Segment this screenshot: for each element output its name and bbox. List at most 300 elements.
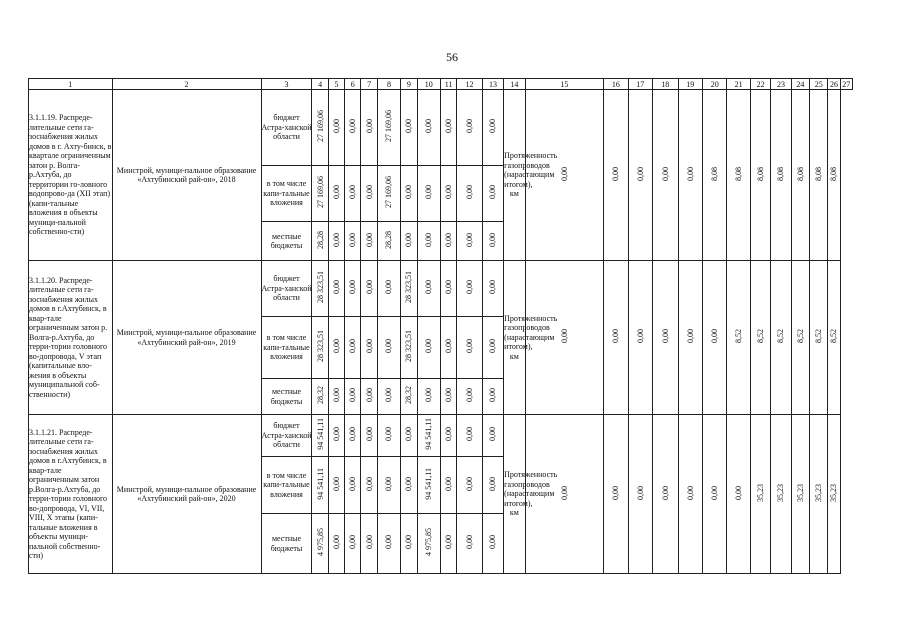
funding-value: 0,00 <box>348 427 358 442</box>
target-value: 8,52 <box>776 329 786 344</box>
indicator-cell: Протяженность газопроводов (нарастающим итогом), км <box>504 261 525 415</box>
column-number: 12 <box>457 79 482 90</box>
funding-value-cell <box>417 514 440 574</box>
funding-value: 0,00 <box>488 427 498 442</box>
funding-value: 0,00 <box>348 185 358 200</box>
funding-value: 0,00 <box>465 185 474 200</box>
funding-value-cell <box>361 90 377 166</box>
funding-value: 0,00 <box>364 232 374 247</box>
target-value-cell <box>810 261 828 415</box>
column-number: 8 <box>377 79 400 90</box>
funding-value: 94 541,11 <box>315 418 325 451</box>
indicator-cell: Протяженность газопроводов (нарастающим итогом), км <box>504 90 525 261</box>
funding-value: 0,00 <box>488 476 498 491</box>
funding-value-cell <box>345 457 361 514</box>
funding-value: 0,00 <box>424 232 434 247</box>
target-value-cell <box>828 261 840 415</box>
funding-value: 0,00 <box>364 280 374 295</box>
funding-value-cell <box>457 317 482 379</box>
target-value: 8,08 <box>710 166 720 181</box>
target-value: 8,08 <box>795 166 805 181</box>
funding-value-cell <box>401 222 417 261</box>
funding-value: 0,00 <box>331 185 341 200</box>
target-value-cell <box>810 415 828 574</box>
funding-value: 0,00 <box>404 185 414 200</box>
funding-value: 0,00 <box>444 388 454 403</box>
target-value-cell <box>653 415 678 574</box>
target-value: 0,00 <box>734 485 744 500</box>
funding-value-cell <box>361 415 377 457</box>
target-value: 8,52 <box>795 329 805 344</box>
funding-value: 0,00 <box>444 427 454 442</box>
funding-value: 0,00 <box>384 280 394 295</box>
target-value: 8,08 <box>829 166 839 181</box>
funding-value-cell <box>312 457 328 514</box>
column-number: 16 <box>604 79 628 90</box>
funding-value: 94 541,11 <box>424 418 434 451</box>
target-value-cell <box>727 90 750 261</box>
funding-value-cell <box>377 166 400 222</box>
column-number: 4 <box>312 79 328 90</box>
measure-name: 3.1.1.19. Распреде-лительные сети га-зоснабжения жилых домов в г. Ахту-бинск, в квартале ограниченным затон р. Волга-р.Ахтуба, до территории го-ловного водопрово-да (XII этап) (капи-тальные вложения в объекты муници-пальной собственно-сти) <box>29 90 113 261</box>
funding-value-cell <box>440 261 456 317</box>
funding-value-cell <box>328 379 344 415</box>
target-value: 8,08 <box>776 166 786 181</box>
funding-value: 28,28 <box>315 230 325 249</box>
funding-value: 0,00 <box>424 339 434 354</box>
target-value: 35,23 <box>776 483 786 502</box>
indicator-cell: Протяженность газопроводов (нарастающим итогом), км <box>504 415 525 574</box>
table-body <box>29 79 853 574</box>
funding-value: 0,00 <box>384 427 394 442</box>
funding-value-cell <box>440 90 456 166</box>
target-value-cell <box>628 90 652 261</box>
funding-value-cell <box>312 415 328 457</box>
funding-value-cell <box>312 166 328 222</box>
target-value-cell <box>727 415 750 574</box>
funding-value: 0,00 <box>404 476 414 491</box>
target-value-cell <box>771 415 791 574</box>
target-value: 35,23 <box>795 483 805 502</box>
funding-value-cell <box>312 379 328 415</box>
funding-value-cell <box>417 415 440 457</box>
column-number: 5 <box>328 79 344 90</box>
funding-value-cell <box>482 514 503 574</box>
target-value: 8,52 <box>814 329 824 344</box>
funding-value-cell <box>440 166 456 222</box>
funding-value: 4 975,85 <box>424 528 434 557</box>
funding-value: 0,00 <box>348 476 358 491</box>
target-value: 0,00 <box>660 485 670 500</box>
funding-value: 0,00 <box>364 427 374 442</box>
funding-value-cell <box>377 222 400 261</box>
funding-value-cell <box>328 317 344 379</box>
funding-value-cell <box>457 222 482 261</box>
funding-value-cell <box>345 514 361 574</box>
target-value-cell <box>727 261 750 415</box>
funding-value: 0,00 <box>331 535 341 550</box>
funding-value: 28,28 <box>384 230 394 249</box>
funding-value-cell <box>361 222 377 261</box>
funding-value-cell <box>457 514 482 574</box>
funding-value-cell <box>482 317 503 379</box>
column-number: 22 <box>750 79 770 90</box>
target-value: 0,00 <box>611 166 621 181</box>
executor-cell: Минстрой, муници-пальное образование «Ахтубинский рай-он», 2019 <box>112 261 261 415</box>
funding-value-cell <box>457 166 482 222</box>
funding-value: 0,00 <box>331 339 341 354</box>
funding-value-cell <box>401 317 417 379</box>
target-value-cell <box>791 415 809 574</box>
funding-value-cell <box>345 379 361 415</box>
funding-value: 0,00 <box>424 185 434 200</box>
column-number: 26 <box>828 79 840 90</box>
column-number-row <box>29 79 853 90</box>
funding-value: 0,00 <box>488 535 498 550</box>
funding-value: 27 169,06 <box>384 110 394 143</box>
funding-value-cell <box>377 415 400 457</box>
funding-value: 0,00 <box>488 388 498 403</box>
target-value: 0,00 <box>710 485 720 500</box>
target-value: 8,52 <box>734 329 744 344</box>
funding-value: 0,00 <box>331 280 341 295</box>
funding-value: 28 323,51 <box>404 271 414 304</box>
funding-source: в том числе капи-тальные вложения <box>261 317 312 379</box>
column-number: 19 <box>678 79 702 90</box>
funding-value-cell <box>401 379 417 415</box>
funding-value-cell <box>377 90 400 166</box>
funding-source: местные бюджеты <box>261 222 312 261</box>
funding-value: 0,00 <box>348 388 358 403</box>
funding-value-cell <box>440 457 456 514</box>
funding-value: 0,00 <box>364 119 374 134</box>
funding-value: 94 541,11 <box>315 467 325 500</box>
funding-value: 0,00 <box>404 535 414 550</box>
funding-value-cell <box>401 514 417 574</box>
funding-value-cell <box>401 166 417 222</box>
funding-value: 0,00 <box>331 476 341 491</box>
target-value: 0,00 <box>710 329 720 344</box>
funding-value: 0,00 <box>384 476 394 491</box>
funding-value-cell <box>482 166 503 222</box>
target-value-cell <box>791 261 809 415</box>
table-row <box>29 415 853 457</box>
funding-value-cell <box>401 261 417 317</box>
funding-source: бюджет Астра-ханской области <box>261 90 312 166</box>
target-value-cell <box>678 261 702 415</box>
funding-value: 0,00 <box>444 232 454 247</box>
funding-value: 0,00 <box>444 535 454 550</box>
funding-value: 0,00 <box>465 119 474 134</box>
column-number: 14 <box>504 79 525 90</box>
target-value: 8,52 <box>829 329 839 344</box>
funding-value-cell <box>328 90 344 166</box>
funding-value: 27 169,06 <box>384 176 394 209</box>
funding-value-cell <box>328 261 344 317</box>
funding-value: 0,00 <box>465 388 474 403</box>
funding-value-cell <box>361 514 377 574</box>
funding-value: 0,00 <box>444 339 454 354</box>
target-value: 8,08 <box>756 166 766 181</box>
funding-value: 0,00 <box>465 476 474 491</box>
funding-value-cell <box>482 90 503 166</box>
funding-value-cell <box>457 457 482 514</box>
funding-value-cell <box>377 317 400 379</box>
funding-value: 0,00 <box>465 339 474 354</box>
funding-source: в том числе капи-тальные вложения <box>261 166 312 222</box>
target-value-cell <box>628 261 652 415</box>
column-number: 23 <box>771 79 791 90</box>
funding-value-cell <box>417 222 440 261</box>
target-value-cell <box>702 261 726 415</box>
target-value: 0,00 <box>559 485 569 500</box>
funding-value: 0,00 <box>364 185 374 200</box>
funding-value: 27 169,06 <box>315 110 325 143</box>
funding-value-cell <box>377 379 400 415</box>
funding-value-cell <box>440 415 456 457</box>
funding-value-cell <box>361 166 377 222</box>
funding-value-cell <box>377 514 400 574</box>
funding-value-cell <box>417 379 440 415</box>
target-value-cell <box>678 415 702 574</box>
funding-value-cell <box>401 90 417 166</box>
funding-value-cell <box>328 457 344 514</box>
funding-value: 0,00 <box>465 535 474 550</box>
funding-value-cell <box>401 457 417 514</box>
target-value-cell <box>653 90 678 261</box>
funding-value: 28 323,51 <box>315 330 325 363</box>
target-value-cell <box>771 261 791 415</box>
target-value: 35,23 <box>829 483 839 502</box>
funding-value-cell <box>417 317 440 379</box>
target-value: 0,00 <box>635 166 645 181</box>
target-value-cell <box>702 415 726 574</box>
column-number: 18 <box>653 79 678 90</box>
funding-value: 0,00 <box>444 280 454 295</box>
target-value: 0,00 <box>685 166 695 181</box>
program-table <box>28 78 853 574</box>
target-value-cell <box>828 90 840 261</box>
funding-value-cell <box>345 415 361 457</box>
funding-value: 0,00 <box>348 232 358 247</box>
funding-value: 0,00 <box>488 339 498 354</box>
funding-value-cell <box>482 261 503 317</box>
funding-value-cell <box>440 514 456 574</box>
funding-value-cell <box>345 166 361 222</box>
funding-value-cell <box>457 379 482 415</box>
target-value: 0,00 <box>611 485 621 500</box>
funding-value: 0,00 <box>384 339 394 354</box>
funding-value-cell <box>482 457 503 514</box>
funding-value: 0,00 <box>364 339 374 354</box>
funding-source: в том числе капи-тальные вложения <box>261 457 312 514</box>
funding-value: 0,00 <box>348 535 358 550</box>
funding-value: 0,00 <box>384 535 394 550</box>
funding-value-cell <box>482 415 503 457</box>
target-value: 0,00 <box>559 329 569 344</box>
funding-value-cell <box>345 222 361 261</box>
funding-value-cell <box>361 379 377 415</box>
funding-value: 0,00 <box>348 339 358 354</box>
funding-value: 0,00 <box>488 280 498 295</box>
funding-value-cell <box>361 261 377 317</box>
funding-value: 0,00 <box>364 476 374 491</box>
funding-value: 28 323,51 <box>404 330 414 363</box>
column-number: 9 <box>401 79 417 90</box>
funding-value-cell <box>401 415 417 457</box>
column-number: 6 <box>345 79 361 90</box>
funding-value: 0,00 <box>444 119 454 134</box>
column-number: 7 <box>361 79 377 90</box>
measure-name: 3.1.1.21. Распреде-лительные сети га-зоснабжения жилых домов в г.Ахтубинск, в квар-тале ограниченным затон р.Волга-р.Ахтуба, до терри-тории головного во-допровода, VI, VII, VIII, X этапы (капи-тальные вложения в объекты муници-пальной собственно-сти) <box>29 415 113 574</box>
target-value: 35,23 <box>756 483 766 502</box>
funding-value-cell <box>440 379 456 415</box>
executor-cell: Минстрой, муници-пальное образование «Ахтубинский рай-он», 2018 <box>112 90 261 261</box>
target-value: 0,00 <box>635 485 645 500</box>
target-value-cell <box>604 415 628 574</box>
target-value-cell <box>791 90 809 261</box>
target-value: 8,08 <box>734 166 744 181</box>
funding-value-cell <box>417 166 440 222</box>
target-value-cell <box>653 261 678 415</box>
funding-value: 0,00 <box>424 280 434 295</box>
funding-value: 0,00 <box>331 388 341 403</box>
target-value-cell <box>628 415 652 574</box>
funding-value: 0,00 <box>331 427 341 442</box>
column-number: 2 <box>112 79 261 90</box>
funding-value: 0,00 <box>488 185 498 200</box>
funding-value-cell <box>482 222 503 261</box>
column-number: 10 <box>417 79 440 90</box>
column-number: 24 <box>791 79 809 90</box>
funding-value-cell <box>417 261 440 317</box>
funding-value-cell <box>312 222 328 261</box>
funding-value: 28,32 <box>315 386 325 405</box>
target-value-cell <box>828 415 840 574</box>
table-row <box>29 261 853 317</box>
funding-value: 0,00 <box>465 427 474 442</box>
funding-value-cell <box>377 457 400 514</box>
funding-value: 0,00 <box>331 232 341 247</box>
target-value: 0,00 <box>635 329 645 344</box>
column-number: 25 <box>810 79 828 90</box>
funding-value: 0,00 <box>424 388 434 403</box>
target-value-cell <box>750 90 770 261</box>
funding-value-cell <box>312 317 328 379</box>
funding-value-cell <box>312 514 328 574</box>
funding-value-cell <box>312 90 328 166</box>
funding-value: 27 169,06 <box>315 176 325 209</box>
funding-value: 0,00 <box>465 232 474 247</box>
funding-value-cell <box>328 415 344 457</box>
funding-value: 4 975,85 <box>315 528 325 557</box>
funding-value-cell <box>440 317 456 379</box>
table-row <box>29 90 853 166</box>
funding-value: 28 323,51 <box>315 271 325 304</box>
column-number: 1 <box>29 79 113 90</box>
column-number: 20 <box>702 79 726 90</box>
funding-value-cell <box>328 222 344 261</box>
target-value: 0,00 <box>660 166 670 181</box>
target-value: 8,52 <box>756 329 766 344</box>
target-value-cell <box>702 90 726 261</box>
funding-value: 28,32 <box>404 386 414 405</box>
funding-value-cell <box>457 261 482 317</box>
target-value-cell <box>750 261 770 415</box>
target-value-cell <box>678 90 702 261</box>
funding-value-cell <box>361 457 377 514</box>
funding-value-cell <box>457 90 482 166</box>
column-number: 21 <box>727 79 750 90</box>
funding-value: 0,00 <box>488 232 498 247</box>
funding-value-cell <box>361 317 377 379</box>
target-value-cell <box>771 90 791 261</box>
funding-value: 0,00 <box>384 388 394 403</box>
funding-value-cell <box>417 90 440 166</box>
funding-value-cell <box>482 379 503 415</box>
funding-value: 0,00 <box>364 388 374 403</box>
funding-value-cell <box>457 415 482 457</box>
target-value-cell <box>604 90 628 261</box>
target-value: 0,00 <box>611 329 621 344</box>
executor-cell: Минстрой, муници-пальное образование «Ахтубинский рай-он», 2020 <box>112 415 261 574</box>
funding-value: 0,00 <box>444 476 454 491</box>
column-number: 13 <box>482 79 503 90</box>
target-value: 0,00 <box>559 166 569 181</box>
funding-value: 0,00 <box>364 535 374 550</box>
funding-source: бюджет Астра-ханской области <box>261 415 312 457</box>
funding-value-cell <box>345 317 361 379</box>
column-number: 27 <box>840 79 852 90</box>
funding-value: 0,00 <box>348 280 358 295</box>
funding-value: 0,00 <box>331 119 341 134</box>
funding-value: 0,00 <box>465 280 474 295</box>
funding-source: местные бюджеты <box>261 514 312 574</box>
funding-value: 0,00 <box>404 427 414 442</box>
target-value: 0,00 <box>660 329 670 344</box>
funding-value-cell <box>345 261 361 317</box>
funding-value: 0,00 <box>404 232 414 247</box>
funding-value-cell <box>328 166 344 222</box>
funding-value: 0,00 <box>424 119 434 134</box>
funding-value-cell <box>312 261 328 317</box>
column-number: 15 <box>525 79 604 90</box>
funding-value: 0,00 <box>404 119 414 134</box>
column-number: 3 <box>261 79 312 90</box>
funding-source: бюджет Астра-ханской области <box>261 261 312 317</box>
target-value: 0,00 <box>685 485 695 500</box>
funding-value: 0,00 <box>348 119 358 134</box>
funding-value-cell <box>440 222 456 261</box>
funding-value: 0,00 <box>444 185 454 200</box>
measure-name: 3.1.1.20. Распреде-лительные сети га-зоснабжения жилых домов в г.Ахтубинск, в квар-тале ограниченным затон р. Волга-р.Ахтуба, до терри-тории головного во-допровода, V этап (капитальные вло-жения в объекты муниципальной соб-ственности) <box>29 261 113 415</box>
column-number: 11 <box>440 79 456 90</box>
target-value-cell <box>604 261 628 415</box>
funding-value-cell <box>417 457 440 514</box>
column-number: 17 <box>628 79 652 90</box>
funding-value-cell <box>377 261 400 317</box>
target-value: 0,00 <box>685 329 695 344</box>
funding-value: 94 541,11 <box>424 467 434 500</box>
target-value-cell <box>810 90 828 261</box>
funding-value-cell <box>328 514 344 574</box>
target-value-cell <box>750 415 770 574</box>
funding-value: 0,00 <box>488 119 498 134</box>
target-value: 8,08 <box>814 166 824 181</box>
funding-source: местные бюджеты <box>261 379 312 415</box>
funding-value-cell <box>345 90 361 166</box>
target-value: 35,23 <box>814 483 824 502</box>
